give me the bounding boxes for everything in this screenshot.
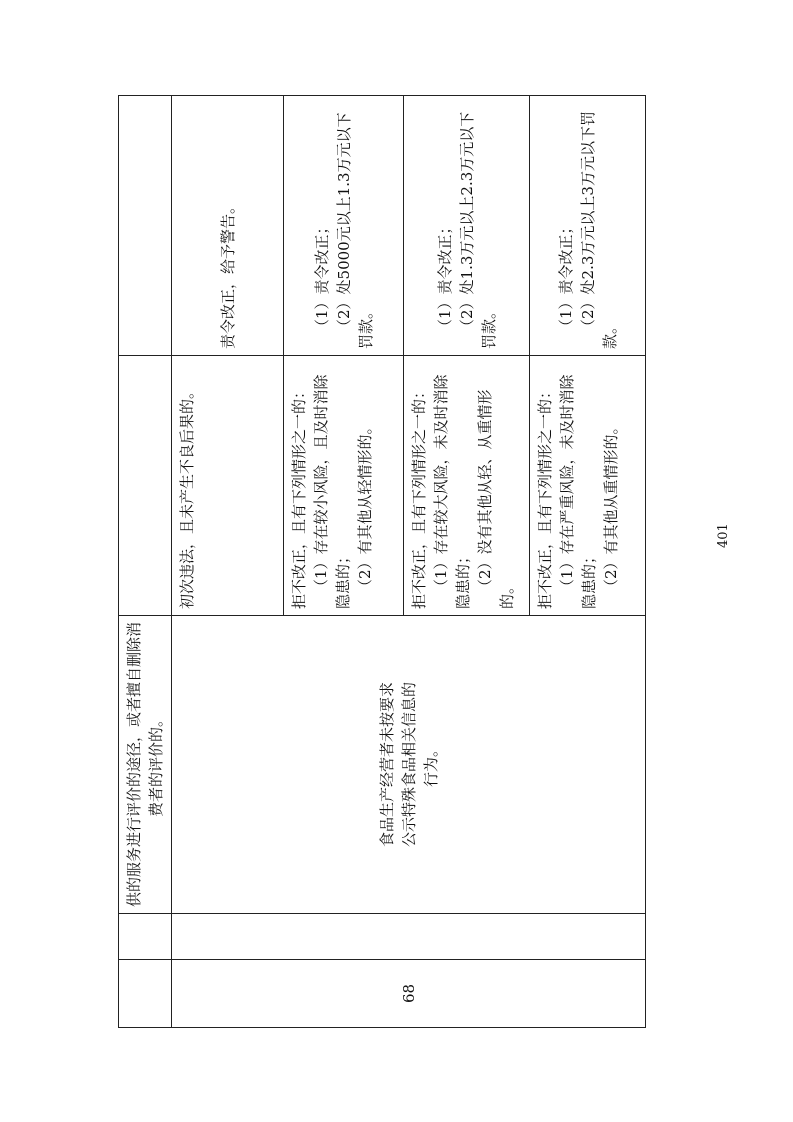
table-row xyxy=(119,96,172,1028)
prev-basis-cell: 供的服务进行评价的途径，或者擅自删除消费者的评价的。 xyxy=(119,616,172,914)
table-row xyxy=(172,96,284,1028)
circumstance-cell xyxy=(172,356,284,616)
pen-2-1: （2）处1.3万元以上2.3万元以下罚款。 xyxy=(457,111,498,349)
row-number: 68 xyxy=(172,960,646,1028)
violation-cell xyxy=(172,616,646,914)
pen-3-0: （1）责令改正； xyxy=(556,219,575,334)
page-number: 401 xyxy=(716,523,731,548)
penalty-cell xyxy=(172,96,284,356)
circumstance-cell xyxy=(284,356,404,616)
row-subspacer xyxy=(172,914,646,960)
circ-3-1: （1）存在严重风险，未及时消除隐患的； xyxy=(558,374,598,609)
circ-1-0: 拒不改正，且有下列情形之一的： xyxy=(290,383,308,609)
circ-2-0: 拒不改正，且有下列情形之一的： xyxy=(410,383,428,609)
pen-0-0: 责令改正，给予警告。 xyxy=(218,198,237,349)
circ-3-0: 拒不改正，且有下列情形之一的： xyxy=(536,383,554,609)
circumstance-cell xyxy=(404,356,530,616)
pen-3-1: （2）处2.3万元以上3万元以下罚款。 xyxy=(578,111,619,349)
rotated-table-container xyxy=(118,96,638,1028)
circ-3-2: （2）有其他从重情形的。 xyxy=(602,419,620,594)
circ-0-0: 初次违法，且未产生不良后果的。 xyxy=(178,383,196,609)
circ-2-1: （1）存在较大风险，未及时消除隐患的； xyxy=(432,374,472,609)
violation-text: 食品生产经营者未按要求公示特殊食品相关信息的行为。 xyxy=(377,681,440,847)
circ-1-1: （1）存在较小风险，且及时消除隐患的； xyxy=(312,374,352,609)
prev-penalty-cell xyxy=(119,96,172,356)
prev-circumstance-cell xyxy=(119,356,172,616)
pen-2-0: （1）责令改正； xyxy=(435,219,454,334)
penalty-cell xyxy=(284,96,404,356)
circumstance-cell xyxy=(530,356,646,616)
prev-number-cell xyxy=(119,960,172,1028)
penalty-cell xyxy=(404,96,530,356)
prev-violation-cell xyxy=(119,914,172,960)
penalty-cell xyxy=(530,96,646,356)
pen-1-0: （1）责令改正； xyxy=(312,219,331,334)
pen-1-1: （2）处5000元以上1.3万元以下罚款。 xyxy=(334,112,375,349)
penalty-table xyxy=(118,95,646,1028)
circ-1-2: （2）有其他从轻情形的。 xyxy=(356,419,374,594)
circ-2-2: （2）没有其他从轻、从重情形的。 xyxy=(476,389,516,609)
